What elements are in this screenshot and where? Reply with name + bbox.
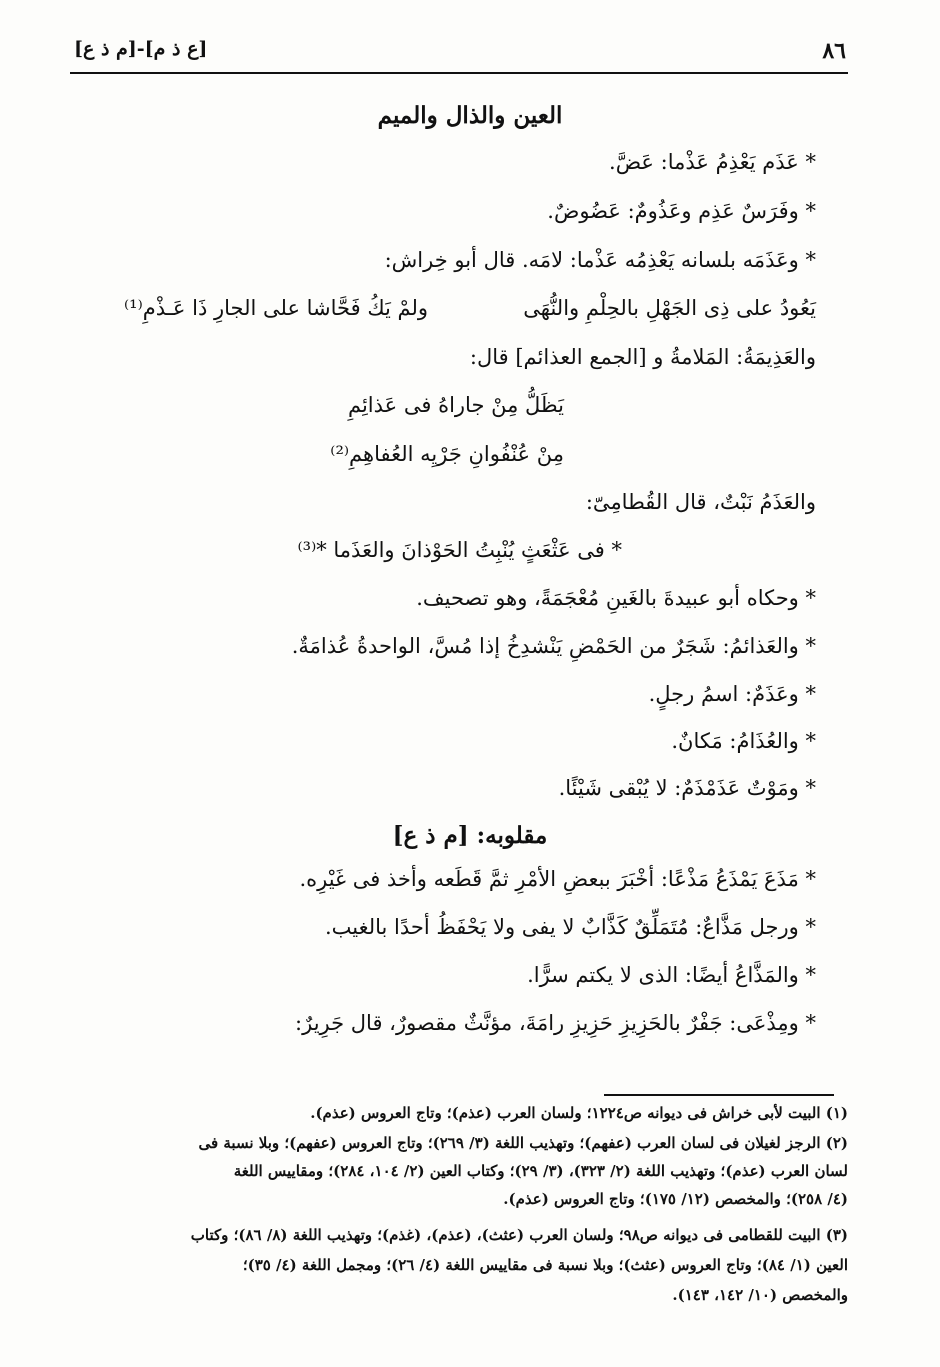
footnote-line: والمخصص (١٠/ ١٤٢، ١٤٣). xyxy=(672,1286,848,1304)
entry-line: * والعُذَامُ: مَكانٌ. xyxy=(671,729,816,753)
verse-first-hemistich: يَعُودُ على ذِى الجَهْلِ بالحِلْمِ والنُّهَى xyxy=(523,296,816,320)
footnote-rule xyxy=(604,1094,834,1096)
header-rule xyxy=(70,72,848,74)
section-title-ain-dhal-mim: العين والذال والميم xyxy=(377,102,563,129)
entry-line: * وعَذَمَه بلسانه يَعْذِمُه عَذْما: لامَه. قال أبو خِراش: xyxy=(384,248,816,272)
entry-line: * وحكاه أبو عبيدةَ بالغَينِ مُعْجَمَةً، وهو تصحيف. xyxy=(416,586,816,610)
footnote-line: (٣) البيت للقطامى فى ديوانه ص٩٨؛ ولسان العرب (عثث)، (عذم)، (غذم)؛ وتهذيب اللغة (٨/ ٨٦)؛ وكتاب xyxy=(190,1226,848,1244)
entry-line: * عَذَم يَعْذِمُ عَذْما: عَضَّ. xyxy=(609,150,816,174)
verse-second-hemistich: ولمْ يَكُ فَحَّاشا على الجارِ ذَا عَـذْمِ⁽¹⁾ xyxy=(124,296,429,320)
entry-line: * ورجل مَذَّاعٌ: مُتَمَلِّقٌ كَذَّابٌ لا يفى ولا يَحْفَظُ أحدًا بالغيب. xyxy=(324,915,816,939)
footnote-line: (٤/ ٢٥٨)؛ والمخصص (١٢/ ١٧٥)؛ وتاج العروس (عذم). xyxy=(503,1190,848,1208)
entry-line: * ومَوْتٌ عَذَمْذَمٌ: لا يُبْقى شَيْئًا. xyxy=(558,776,816,800)
footnote-line: (١) البيت لأبى خراش فى ديوانه ص١٢٢٤؛ ولسان العرب (عذم)؛ وتاج العروس (عذم). xyxy=(310,1104,848,1122)
footnote-line: العين (١/ ٨٤)؛ وتاج العروس (عثث)؛ وبلا نسبة فى مقاييس اللغة (٤/ ٢٦)؛ ومجمل اللغة (٤/ ٣٥)؛ xyxy=(242,1256,848,1274)
entry-line: * وفَرَسٌ عَذِم وعَذُومٌ: عَضُوضٌ. xyxy=(547,199,816,223)
entry-line: والعَذِيمَةُ: المَلامةُ و [الجمع العذائم] قال: xyxy=(469,345,816,369)
page-number: ٨٦ xyxy=(822,38,846,64)
entry-line: * مَذَعَ يَمْذَعُ مَذْعًا: أخْبَرَ ببعضِ الأمْرِ ثمَّ قَطَعه وأخذ فى غَيْرِه. xyxy=(299,867,816,891)
entry-line: * وعَذَمٌ: اسمُ رجلٍ. xyxy=(648,682,816,706)
section-title-maqlub: مقلوبه: [م ذ ع] xyxy=(392,822,548,849)
footnote-line: لسان العرب (عذم)؛ وتهذيب اللغة (٢/ ٣٢٣)، (٣/ ٢٩)؛ وكتاب العين (٢/ ١٠٤، ٢٨٤)؛ ومقاييس اللغة xyxy=(233,1162,848,1180)
rajaz-line: مِنْ عُنْفُوانِ جَرْيِه العُفاهِمِ⁽²⁾ xyxy=(330,442,564,466)
entry-line: * ومِذْعَى: جَفْرٌ بالحَزِيزِ حَزِيزِ رامَةَ، مؤنَّثٌ مقصورٌ، قال جَرِيرٌ: xyxy=(295,1011,816,1035)
entry-line: * والمَذَّاعُ أيضًا: الذى لا يكتم سرًّا. xyxy=(527,963,816,987)
verse-line: * فى عَثْعَثٍ يُنْبِتُ الحَوْذانَ والعَذَما *⁽³⁾ xyxy=(297,538,622,562)
running-head: [ع ذ م]-[م ذ ع] xyxy=(74,38,208,60)
entry-line: والعَذَمُ نَبْتٌ، قال القُطامِىّ: xyxy=(585,490,816,514)
entry-line: * والعَذائمُ: شَجَرٌ من الحَمْضِ يَنْشدِخُ إذا مُسَّ، الواحدةُ عُذامَةٌ. xyxy=(291,634,816,658)
footnote-line: (٢) الرجز لغيلان فى لسان العرب (عفهم)؛ وتهذيب اللغة (٣/ ٢٦٩)؛ وتاج العروس (عفهم)؛ وبلا نسبة فى xyxy=(198,1134,848,1152)
rajaz-line: يَظَلُّ مِنْ جاراهُ فى عَذائِمِ xyxy=(347,393,564,417)
